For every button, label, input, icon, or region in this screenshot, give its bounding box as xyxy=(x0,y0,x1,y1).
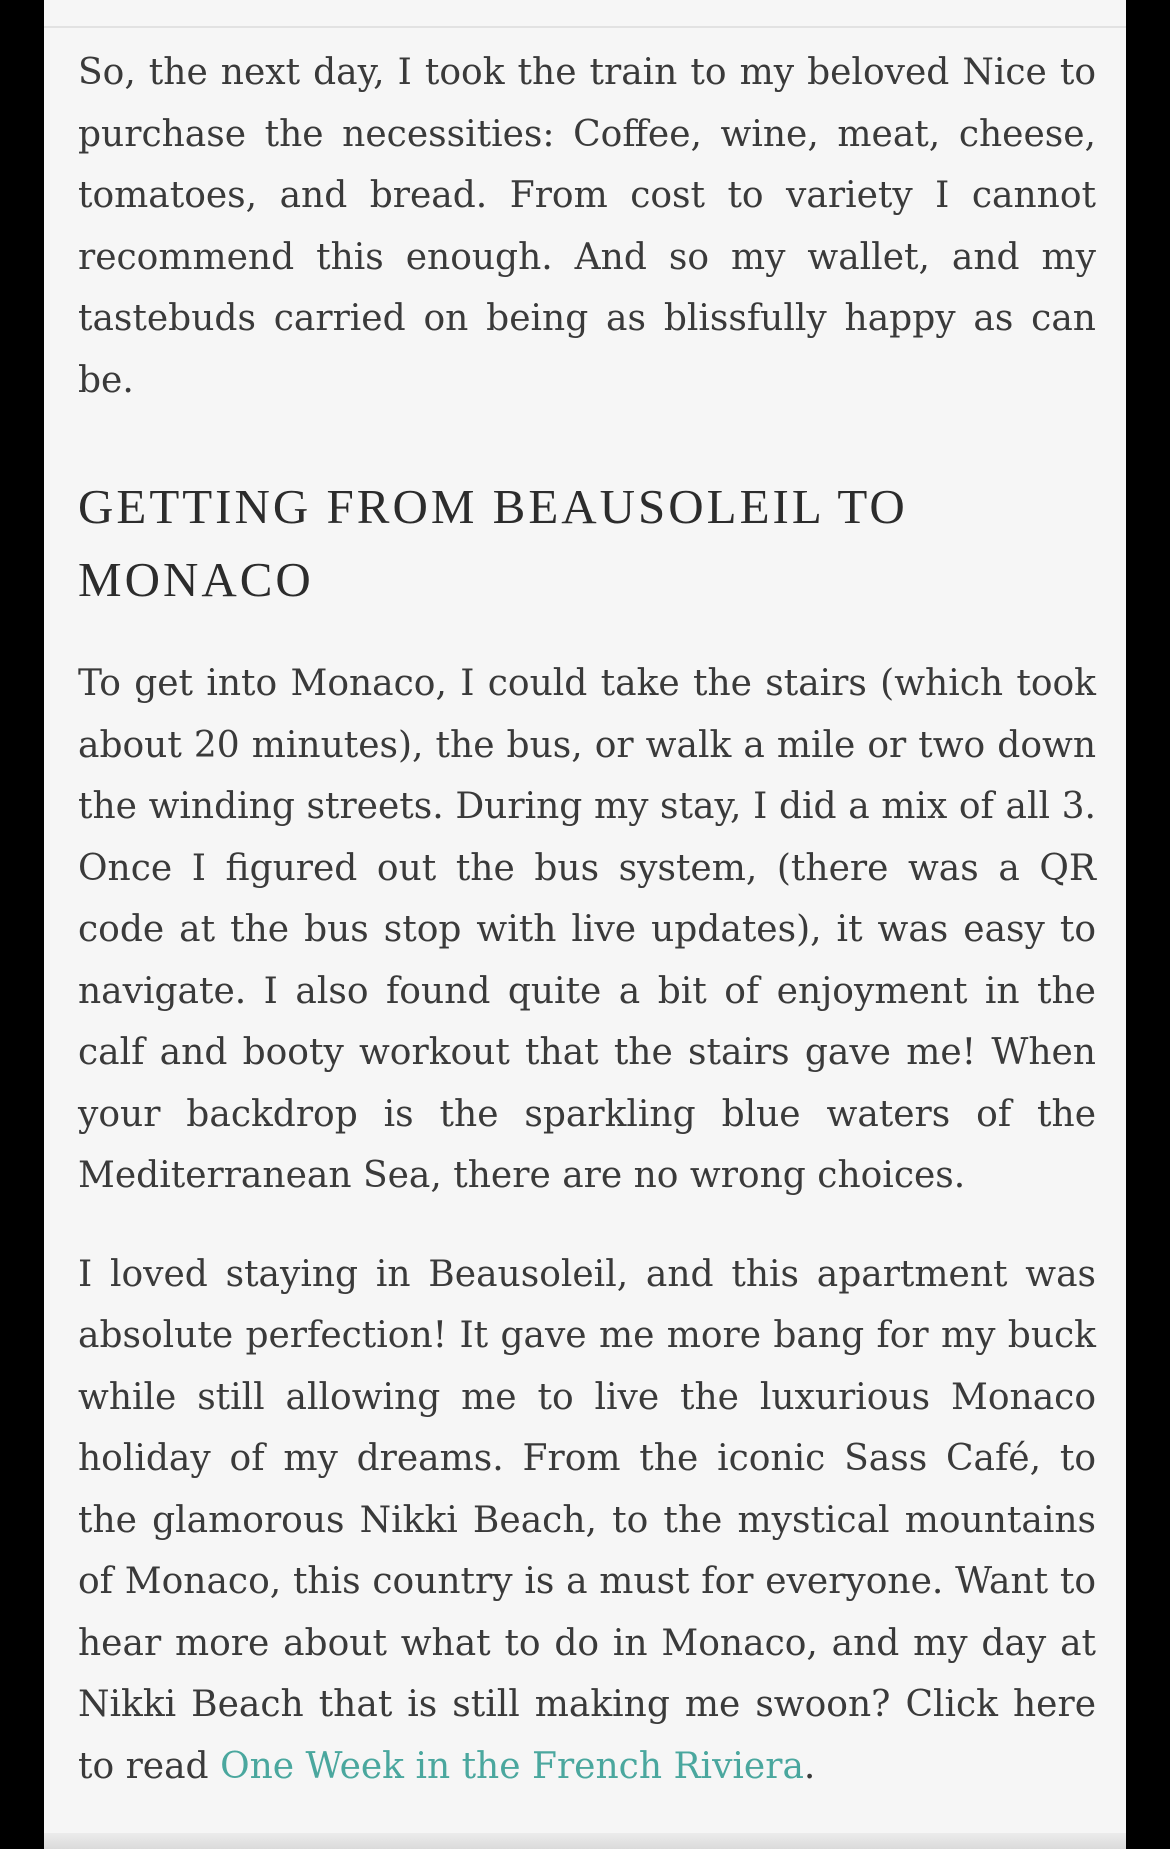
top-divider xyxy=(44,26,1126,28)
french-riviera-link[interactable]: One Week in the French Riviera xyxy=(220,1745,804,1787)
paragraph-getting-to-monaco: To get into Monaco, I could take the stairs (which took about 20 minutes), the bus, or walk a mile or two down the winding streets. During my stay, I did a mix of all 3. Once I figured out the bus system, (there was a QR code at the bus stop with live updates), it was easy to navigate. I also found quite a bit of enjoyment in the calf and booty workout that the stairs gave me! When your backdrop is the sparkling blue waters of the Mediterranean Sea, there are no wrong choices. xyxy=(78,663,1096,1196)
paragraph-beausoleil-summary xyxy=(78,1244,1096,1798)
paragraph-text: I loved staying in Beausoleil, and this apartment was absolute perfection! It gave me more bang for my buck while still allowing me to live the luxurious Monaco holiday of my dreams. From the iconic Sass Café, to the glamorous Nikki Beach, to the mystical mountains of Monaco, this country is a must for everyone. Want to hear more about what to do in Monaco, and my day at Nikki Beach that is still making me swoon? Click here to read xyxy=(78,1253,1096,1787)
article-page xyxy=(44,0,1126,1849)
section-heading: GETTING FROM BEAUSOLEIL TO MONACO xyxy=(78,479,908,607)
article-content xyxy=(78,42,1096,1797)
bottom-edge-strip xyxy=(44,1833,1126,1849)
paragraph-nice-shopping: So, the next day, I took the train to my beloved Nice to purchase the necessities: Coffee, wine, meat, cheese, tomatoes, and bread. From cost to variety I cannot recommend this enough. And so my wallet, and my tastebuds carried on being as blissfully happy as can be. xyxy=(78,52,1096,401)
paragraph-end-punctuation: . xyxy=(803,1745,816,1787)
